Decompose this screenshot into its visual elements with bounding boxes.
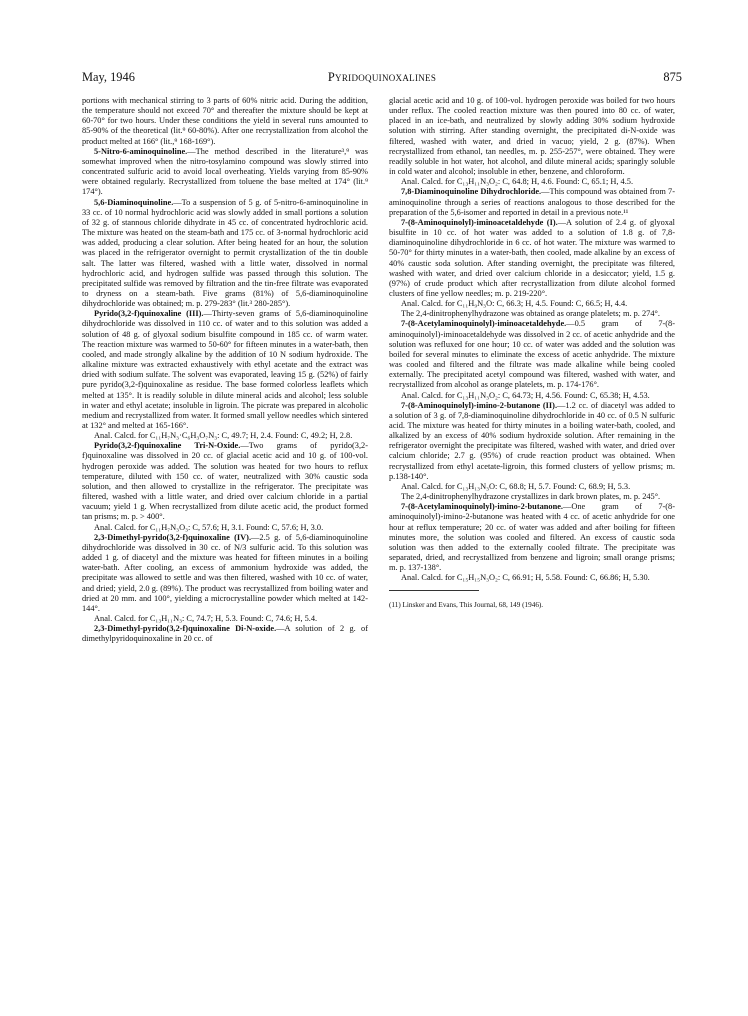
section-heading: 7-(8-Acetylaminoquinolyl)-iminoacetaldehyde. xyxy=(401,319,567,329)
section-heading: 5,6-Diaminoquinoline. xyxy=(94,197,174,207)
section-heading: 2,3-Dimethyl-pyrido(3,2-f)quinoxaline Di-N-oxide. xyxy=(94,624,277,634)
paragraph-text: Anal. Calcd. for C₁₁H₇N₃·C₆H₃O₇N₃: C, 49.7; H, 2.4. Found: C, 49.2; H, 2.8. xyxy=(94,431,353,441)
paragraph-text: —This compound was obtained from 7-aminoquinoline through a series of reactions analogous to those described for the preparation of the 5,6-isomer and reported in detail in a previous note.¹¹ xyxy=(389,187,675,217)
section-heading: 7,8-Diaminoquinoline Dihydrochloride. xyxy=(401,187,542,197)
paragraph-text: —Thirty-seven grams of 5,6-diaminoquinoline dihydrochloride was dissolved in 110 cc. of water and to this solution was added a solution of 48 g. of glyoxal sodium bisulfite compound in 185 cc. of warm water. The reaction mixture was warmed to 50-60° for fifteen minutes in a water-bath, then cooled, and made strongly alkaline by the addition of 10 N sodium hydroxide. The alkaline mixture was extracted exhaustively with ethyl acetate and the extract was dried with sodium sulfate. The solvent was evaporated, leaving 15 g. (52%) of fairly pure pyrido(3,2-f)quinoxaline as residue. The base formed colorless leaflets which melted at 135°. It is readily soluble in dilute mineral acids and alcohol; less soluble in water and ethyl acetate; insoluble in ligroin. The picrate was prepared in alcoholic medium and recrystallized from water. It formed small yellow needles which sintered at 132° and melted at 165-166°. xyxy=(82,309,368,430)
paragraph-text: —One gram of 7-(8-aminoquinolyl)-imino-2-butanone was heated with 4 cc. of acetic anhydride for one hour at reflux temperature; 20 cc. of water was added and after boiling for fifteen minutes more, the solution was cooled and filtered. An excess of caustic soda solution was then added to the externally cooled filtrate. The precipitate was separated, dried, and recrystallized from benzene and ligroin; small orange prisms; m. p. 137-138°. xyxy=(389,502,675,573)
paragraph xyxy=(82,309,368,431)
paragraph-text: —A solution of 2.4 g. of glyoxal bisulfite in 10 cc. of hot water was added to a solution of 1.8 g. of 7,8-diaminoquinoline dihydrochloride in 6 cc. of hot water. The mixture was warmed to 50-70° for thirty minutes in a water-bath, then cooled, made alkaline by an excess of 40% caustic soda solution. After standing overnight, the precipitate was filtered, washed with water, and dried over calcium chloride in a desiccator; yield, 1.5 g. (97%) of crude product which after recrystallization from dilute alcohol formed clusters of fine yellow needles; m. p. 219-220°. xyxy=(389,217,675,298)
paragraph xyxy=(389,187,675,217)
paragraph-text: —0.5 gram of 7-(8-aminoquinolyl)-iminoacetaldehyde was dissolved in 2 cc. of acetic anhydride and the solution was refluxed for one hour; 10 cc. of water was added and the solution was boiled for several minutes to eliminate the excess of acetic anhydride. The mixture was cooled and filtered and the filtrate was made alkaline while being cooled externally. The precipitated acetyl compound was filtered, washed with water, and recrystallized from alcohol as orange platelets, m. p. 174-176°. xyxy=(389,319,675,390)
paragraph-text: Anal. Calcd. for C₁₃H₁₁N₃: C, 74.7; H, 5.3. Found: C, 74.6; H, 5.4. xyxy=(94,613,318,623)
paragraph xyxy=(389,319,675,390)
paragraph xyxy=(389,401,675,482)
left-column xyxy=(82,96,368,644)
paragraph xyxy=(82,614,368,624)
paragraph xyxy=(82,147,368,198)
header-running-title: Pyridoquinoxalines xyxy=(327,70,437,84)
section-heading: 7-(8-Aminoquinolyl)-imino-2-butanone (II). xyxy=(401,400,558,410)
section-heading: Pyrido(3,2-f)quinoxaline Tri-N-Oxide. xyxy=(94,441,241,451)
section-heading: 5-Nitro-6-aminoquinoline. xyxy=(94,146,188,156)
paragraph xyxy=(82,624,368,644)
footnote: (11) Linsker and Evans, This Journal, 68, 149 (1946). xyxy=(389,600,544,609)
paragraph-text: glacial acetic acid and 10 g. of 100-vol. hydrogen peroxide was boiled for two hours under reflux. The cooled reaction mixture was then poured into 80 cc. of water, placed in an ice-bath, and neutralized by slowly adding 30% sodium hydroxide solution with stirring. After standing overnight, the precipitated di-N-oxide was filtered, washed with water, and dried in vacuo; yield, 2 g. (87%). When recrystallized from ethanol, tan needles, m. p. 255-257°, were obtained. They were readily soluble in hot water, hot alcohol, and dilute mineral acids; sparingly soluble in cold water and alcohol; insoluble in ether, benzene, and chloroform. xyxy=(389,96,675,177)
paragraph-text: —The method described in the literature³,⁹ was somewhat improved when the nitro-tosylamino compound was slowly stirred into concentrated sulfuric acid to avoid local overheating. Yields varying from 85-90% were obtained regularly. Recrystallized from toluene the base melted at 174° (lit.⁹ 174°). xyxy=(82,146,368,197)
paragraph-text: Anal. Calcd. for C₁₃H₁₃N₃O: C, 68.8; H, 5.7. Found: C, 68.9; H, 5.3. xyxy=(401,481,631,491)
paragraph-text: Anal. Calcd. for C₁₃H₁₁N₃O₂: C, 64.8; H, 4.6. Found: C, 65.1; H, 4.5. xyxy=(401,177,634,187)
paragraph xyxy=(389,573,675,583)
paragraph-text: —1.2 cc. of diacetyl was added to a solution of 3 g. of 7,8-diaminoquinoline dihydrochloride in 40 cc. of 0.5 N sulfuric acid. The mixture was heated for thirty minutes in a boiling water-bath, cooled, and alkalized by an excess of 40% sodium hydroxide solution. After remaining in the refrigerator overnight the precipitate was filtered, washed with water, and dried over calcium chloride; 2.7 g. (95%) of crude reaction product was obtained. When recrystallized from ethyl acetate-ligroin, this formed clusters of yellow prisms; m. p.138-140°. xyxy=(389,400,675,481)
paragraph xyxy=(389,96,675,177)
paragraph xyxy=(82,533,368,614)
paragraph-text: —Two grams of pyrido(3,2-f)quinoxaline was dissolved in 20 cc. of glacial acetic acid and 10 g. of 100-vol. hydrogen peroxide was added. The solution was heated for two hours to reflux temperature, diluted with 150 cc. of water, neutralized with 30% caustic soda solution, and then allowed to crystallize in the refrigerator. The precipitate was filtered, washed with a little water, and dried over calcium chloride in a partial vacuum; yield 1 g. When recrystallized from dilute acetic acid, the product formed tan prisms; m. p. > 400°. xyxy=(82,441,368,522)
paragraph-text: —To a suspension of 5 g. of 5-nitro-6-aminoquinoline in 33 cc. of 10 normal hydrochloric acid was slowly added in small portions a solution of 32 g. of stannous chloride dihydrate in 45 cc. of concentrated hydrochloric acid. The mixture was heated on the steam-bath and 175 cc. of 3-normal hydrochloric acid was added, producing a clear solution. After being heated for an hour, the solution was placed in the refrigerator overnight to permit crystallization of the tin double salt. The latter was filtered, washed with a little water, dissolved in normal hydrochloric acid, and hydrogen sulfide was passed through this solution. The precipitated sulfide was removed by filtration and the tin-free filtrate was evaporated to dryness on a steam-bath. Five grams (81%) of 5,6-diaminoquinoline dihydrochloride was obtained; m. p. 279-283° (lit.³ 280-285°). xyxy=(82,197,368,309)
paragraph-text: —2.5 g. of 5,6-diaminoquinoline dihydrochloride was dissolved in 30 cc. of N/3 sulfuric acid. To this solution was added 1 g. of diacetyl and the mixture was heated for fifteen minutes in a boiling water-bath. After cooling, an excess of ammonium hydroxide was added, the precipitate was allowed to settle and was then filtered, washed with 10 cc. of water, and dried; yield, 2.0 g. (89%). The product was recrystallized from boiling water and dried at 20 mm. and 100°, yielding a microcrystalline powder which melted at 142-144°. xyxy=(82,532,369,613)
paragraph xyxy=(82,198,368,310)
section-heading: 7-(8-Aminoquinolyl)-iminoacetaldehyde (I). xyxy=(401,217,558,227)
footnote-rule xyxy=(389,590,479,591)
section-heading: 2,3-Dimethyl-pyrido(3,2-f)quinoxaline (IV). xyxy=(94,532,252,542)
paragraph xyxy=(389,309,675,319)
header-date: May, 1946 xyxy=(82,70,135,84)
paragraph xyxy=(82,96,368,147)
paragraph xyxy=(389,299,675,309)
right-column xyxy=(389,96,675,610)
paragraph-text: —A solution of 2 g. of dimethylpyridoquinoxaline in 20 cc. of xyxy=(82,624,368,644)
paragraph xyxy=(389,177,675,187)
paragraph xyxy=(389,482,675,492)
paragraph-text: The 2,4-dinitrophenylhydrazone was obtained as orange platelets; m. p. 274°. xyxy=(401,309,660,319)
section-heading: Pyrido(3,2-f)quinoxaline (III). xyxy=(94,309,204,319)
paragraph xyxy=(389,502,675,573)
page-header xyxy=(82,70,682,86)
paragraph-text: Anal. Calcd. for C₁₃H₁₁N₃O₂: C, 64.73; H, 4.56. Found: C, 65.38; H, 4.53. xyxy=(401,390,650,400)
paragraph-text: portions with mechanical stirring to 3 parts of 60% nitric acid. During the addition, the temperature should not exceed 70° and thereafter the mixture should be kept at 60-70° for two hours. Under these conditions the yield in several runs amounted to 85-90% of the theoretical (lit.⁹ 60-80%). After one recrystallization from alcohol the product melted at 166° (lit.,⁹ 168-169°). xyxy=(82,96,368,146)
paragraph-text: The 2,4-dinitrophenylhydrazone crystallizes in dark brown plates, m. p. 245°. xyxy=(401,492,661,502)
paragraph xyxy=(82,431,368,441)
paragraph-text: Anal. Calcd. for C₁₁H₇N₃O₃: C, 57.6; H, 3.1. Found: C, 57.6; H, 3.0. xyxy=(94,522,324,532)
paragraph xyxy=(389,492,675,502)
paragraph xyxy=(82,523,368,533)
paragraph xyxy=(82,441,368,522)
header-page-number: 875 xyxy=(663,70,682,84)
paragraph xyxy=(389,218,675,299)
paragraph-text: Anal. Calcd. for C₁₅H₁₅N₃O₂: C, 66.91; H, 5.58. Found: C, 66.86; H, 5.30. xyxy=(401,573,650,583)
paragraph xyxy=(389,391,675,401)
section-heading: 7-(8-Acetylaminoquinolyl)-imino-2-butanone. xyxy=(401,502,564,512)
paragraph-text: Anal. Calcd. for C₁₁H₉N₃O: C, 66.3; H, 4.5. Found: C, 66.5; H, 4.4. xyxy=(401,299,628,309)
